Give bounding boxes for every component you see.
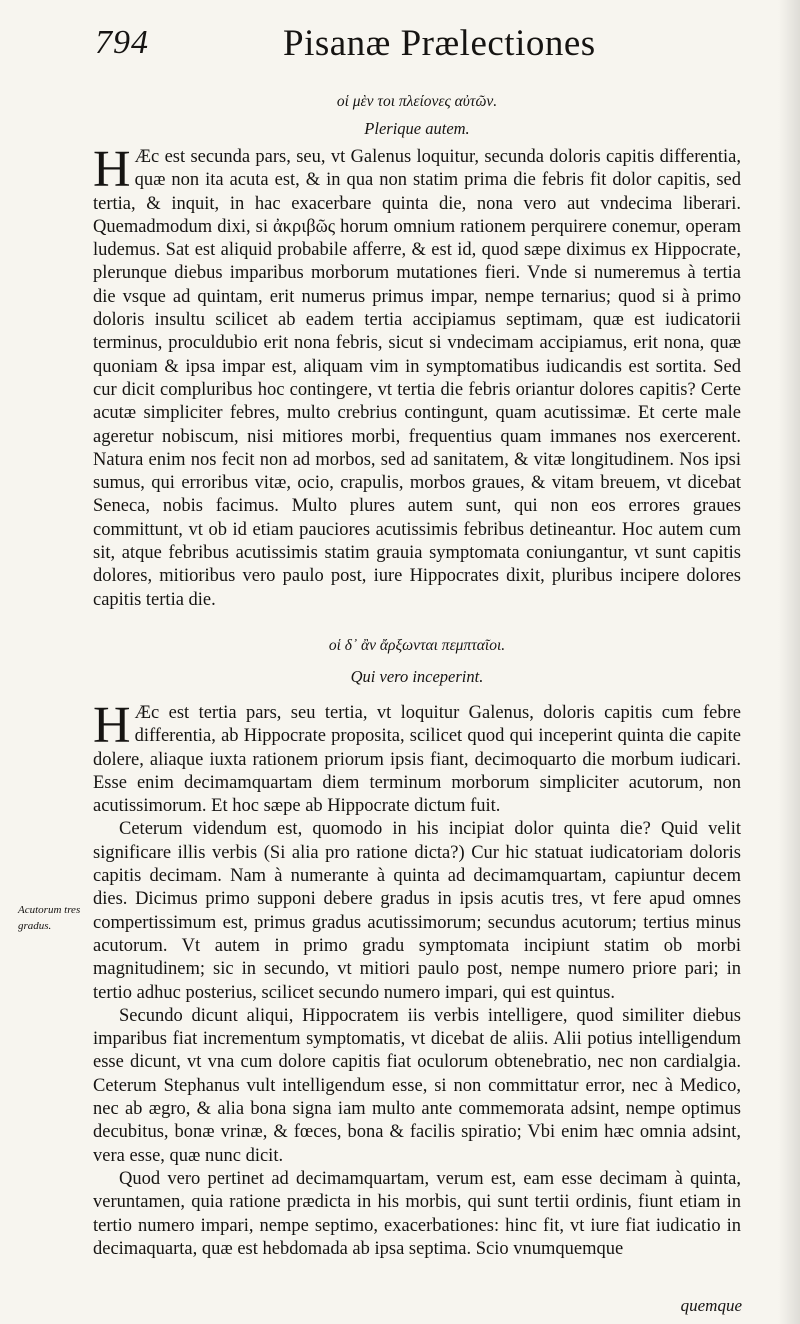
paragraph-text: Æc est tertia pars, seu tertia, vt loquitur Galenus, doloris capitis cum febre differentia, ab Hippocrate proposita, scilicet quod qui inceperint quinta die capite dolere, aliaque iuxta rationem priorum ipsis fiant, decimoquarto die morbum iudicari. Esse enim decimamquartam diem terminum morborum simpliciter acutorum, non acutissimorum. Et hoc sæpe ab Hippocrate dictum fuit. [93,703,741,817]
margin-note: Acutorum tres gradus. [18,904,81,932]
commentary-paragraph [93,141,741,612]
running-title: Pisanæ Prælectiones [283,23,596,64]
page-number: 794 [95,24,149,61]
page-edge-shadow [778,0,800,1324]
section-one [93,92,741,612]
drop-cap: H [93,141,131,198]
commentary-paragraph: Secundo dicunt aliqui, Hippocratem iis verbis intelligere, quod similiter diebus imparibus fiat incrementum symptomatis, vt dicebat de aliis. Alii potius intelligendum esse dicunt, vt vna cum dolore capitis fiat oculorum obtenebratio, nec non cardialgia. Ceterum Stephanus vult intelligendum esse, si non committatur error, nec à Medico, nec ab ægro, & alia bona signa iam multo ante commemorata adsint, nempe optimus decubitus, bonæ vrinæ, & fœces, bona & facilis spiratio; Vbi enim hæc omnia adsint, vera esse, quæ nunc dicit. [93,1005,741,1166]
latin-lemma: Plerique autem. [364,119,470,138]
latin-lemma: Qui vero inceperint. [350,667,484,686]
commentary-paragraph [93,697,741,818]
drop-cap: H [93,697,131,754]
commentary-paragraph: Ceterum videndum est, quomodo in his incipiat dolor quinta die? Quid velit significare illis verbis (Si alia pro ratione dicta?) Cur hic statuat iudicatoriam doloris capitis decimam. Nam à numerante à quinta ad decimamquartam, capiuntur decem dies. Dicimus primo supponi debere gradus in ipsis acutis tres, vt fere apud omnes compertissimum est, primus gradus acutissimorum; secundus acutorum; tertius minus acutorum. Vt autem in primo gradu symptomata incipiunt statim ob morbi magnitudinem; sic in secundo, vt mitiori paulo post, nempe numero priore pari; in tertio adhuc posterius, scilicet secundo numero impari, qui est quintus. [93,819,741,1003]
paragraph-text: Æc est secunda pars, seu, vt Galenus loquitur, secunda doloris capitis differentia, quæ non ita acuta est, & in qua non statim prima die febris fit dolor capitis, sed tertia, & inquit, in hac exacerbare quinta die, nona vero aut vndecima liberari. Quemadmodum dixi, si ἀκριβῶς horum omnium rationem perquirere conemur, operam ludemus. Sat est aliquid probabile afferre, & est id, quod sæpe diximus ex Hippocrate, plerunque diebus imparibus morborum mutationes fieri. Vnde si numeremus à tertia die vsque ad quintam, erit numerus primus impar, nempe ternarius; quod si à primo doloris insultu scilicet ab eadem tertia accipiamus septimam, quæ est iudicatorii terminus, proculdubio erit nona febris, sicut si vndecimam accipiamus, erit nona, quæ quoniam & ipsa impar est, aliquam vim in symptomatibus iudicandis est sortita. Sed cur dicit compluribus hoc contingere, vt tertia die febris oriantur dolores capitis? Certe acutæ simpliciter febres, multo crebrius contingunt, quam acutissimæ. Et certe male ageretur nobiscum, nisi mitiores morbi, frequentius quam immanes nos exercerent. Natura enim nos fecit non ad morbos, sed ad sanitatem, & vitæ longitudinem. Nos ipsi sumus, qui erroribus vitæ, ocio, crapulis, morbos graues, & vitam breuem, vt dicebat Seneca, nobis facimus. Multo plures autem sunt, qui non eos errores graues committunt, vt ob id etiam pauciores acutissimis febribus detineantur. Hoc autem cum sit, atque febribus acutissimis statim grauia symptomata coniungantur, vt sunt capitis dolores, mitioribus vero paulo post, iure Hippocrates dixit, pluribus incipere dolores capitis tertia die. [93,147,741,610]
greek-lemma: οἱ μὲν τοι πλείονες αὐτῶν. [336,93,498,110]
catchword: quemque [680,1296,742,1315]
commentary-paragraph: Quod vero pertinet ad decimamquartam, verum est, eam esse decimam à quinta, veruntamen, quia ratione prædicta in his morbis, qui sunt tertii ordinis, fiunt etiam in tertio numero impari, nempe septimo, exacerbationes: hinc fit, vt iure fiat iudicatio in decimaquarta, quæ est hebdomada ab ipsa septima. Scio vnumquemque [93,1168,741,1259]
greek-lemma: οἱ δ᾽ ἂν ἄρξωνται πεμπταῖοι. [328,637,506,654]
page-header [95,18,755,78]
section-two [93,636,741,1261]
